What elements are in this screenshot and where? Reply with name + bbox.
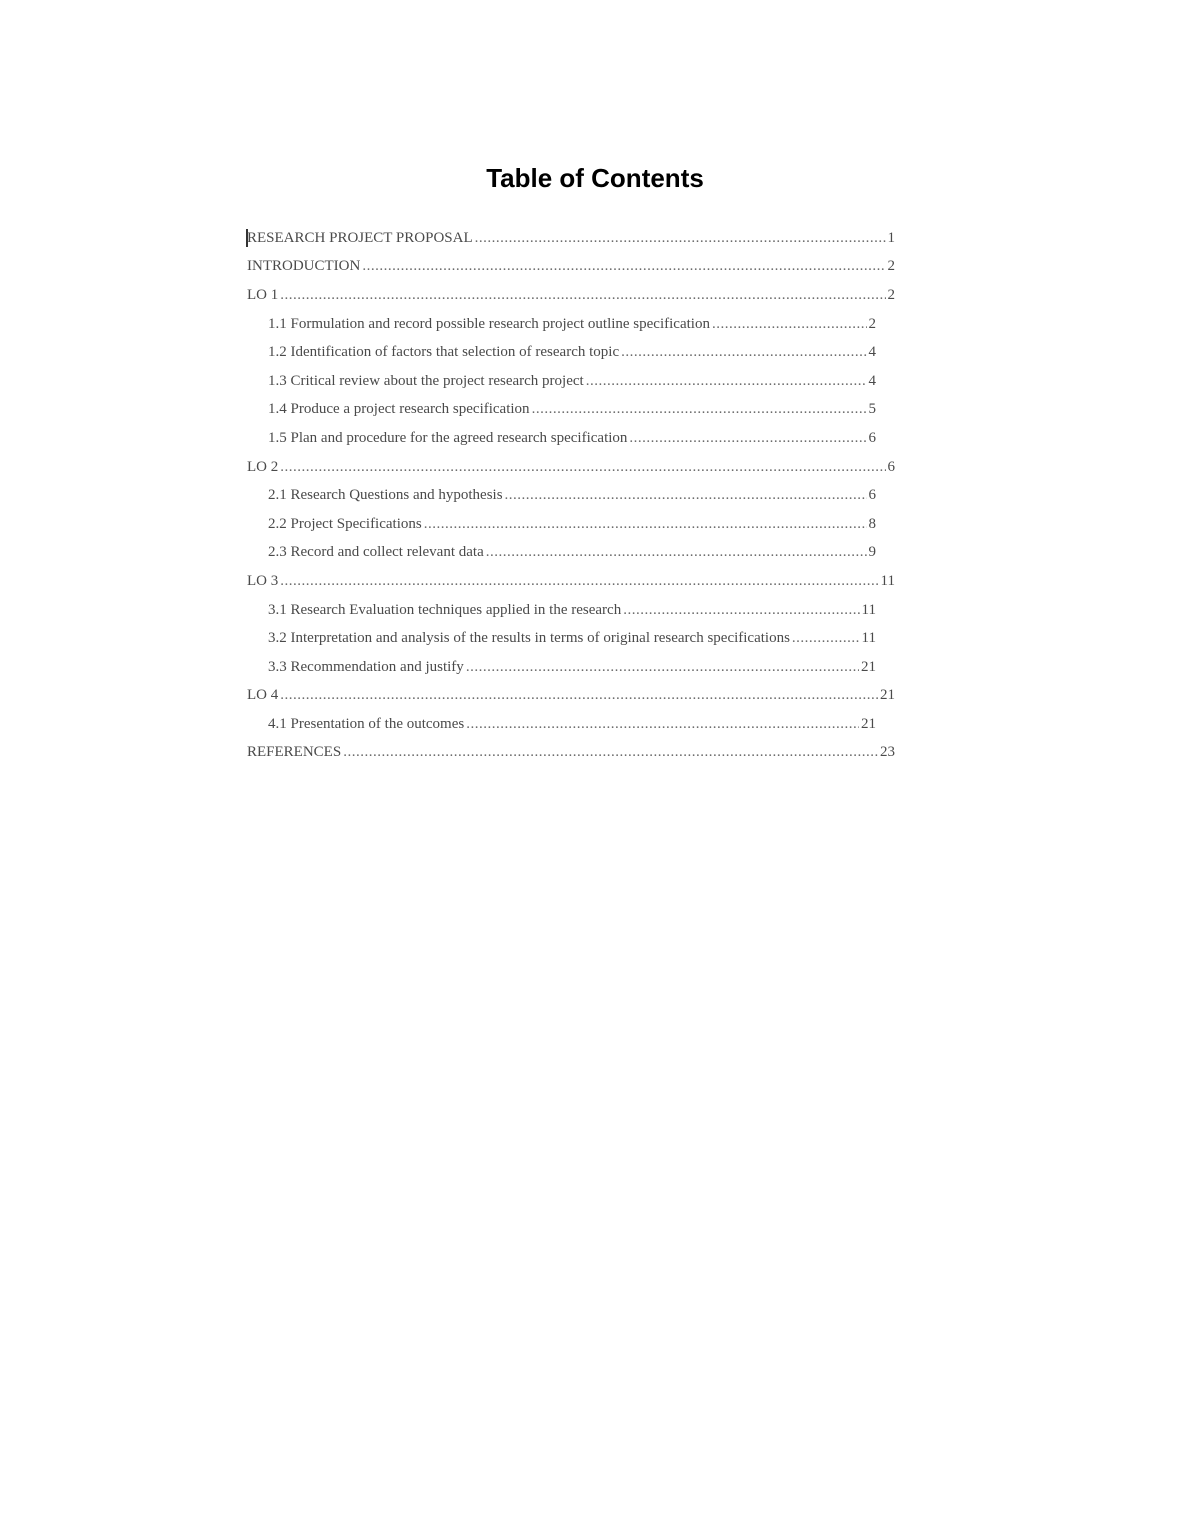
toc-entry-page-number: 6 <box>868 487 876 504</box>
toc-entry-label: 3.3 Recommendation and justify <box>268 658 464 675</box>
toc-dot-leader <box>586 373 867 390</box>
toc-entry[interactable] <box>247 338 876 367</box>
toc-entry[interactable] <box>247 510 876 539</box>
toc-dot-leader <box>505 487 867 504</box>
toc-dot-leader <box>280 287 885 304</box>
toc-dot-leader <box>475 230 886 247</box>
toc-entry-page-number: 6 <box>868 429 876 446</box>
toc-entry-label: 3.1 Research Evaluation techniques applied in the research <box>268 601 622 618</box>
toc-entry-label: 1.4 Produce a project research specification <box>268 401 530 418</box>
toc-dot-leader <box>280 687 878 704</box>
toc-entry[interactable] <box>247 424 876 453</box>
toc-entry-label: INTRODUCTION <box>247 258 361 275</box>
toc-dot-leader <box>629 430 866 447</box>
toc-entry[interactable] <box>247 453 895 482</box>
toc-dot-leader <box>466 659 859 676</box>
toc-entry[interactable] <box>247 367 876 396</box>
toc-entry-label: 3.2 Interpretation and analysis of the results in terms of original research specifications <box>268 630 790 647</box>
toc-entry-page-number: 4 <box>868 372 876 389</box>
toc-entry-label: 2.1 Research Questions and hypothesis <box>268 487 503 504</box>
toc-entry[interactable] <box>247 310 876 339</box>
toc-entry[interactable] <box>247 739 895 768</box>
toc-dot-leader <box>792 630 860 647</box>
toc-entry-page-number: 21 <box>880 687 895 704</box>
toc-entry-page-number: 11 <box>880 572 895 589</box>
toc-entry[interactable] <box>247 710 876 739</box>
toc-entry[interactable] <box>247 253 895 282</box>
toc-entry[interactable] <box>247 396 876 425</box>
toc-dot-leader <box>712 316 867 333</box>
toc-entry-page-number: 21 <box>861 658 876 675</box>
toc-entry-label: 2.2 Project Specifications <box>268 515 422 532</box>
toc-dot-leader <box>623 602 859 619</box>
toc-dot-leader <box>280 573 878 590</box>
toc-entry-label: 1.2 Identification of factors that selection of research topic <box>268 344 620 361</box>
toc-entry-label: 1.3 Critical review about the project research project <box>268 372 584 389</box>
toc-dot-leader <box>532 401 867 418</box>
toc-entry-label: RESEARCH PROJECT PROPOSAL <box>247 229 473 246</box>
toc-entry-label: LO 2 <box>247 458 279 475</box>
toc-dot-leader <box>343 744 878 761</box>
toc-entry-page-number: 4 <box>868 344 876 361</box>
toc-entry-label: 2.3 Record and collect relevant data <box>268 544 484 561</box>
toc-dot-leader <box>362 258 885 275</box>
toc-entry[interactable] <box>247 224 895 253</box>
toc-entry-page-number: 8 <box>868 515 876 532</box>
toc-entry-page-number: 11 <box>861 601 876 618</box>
toc-entry-page-number: 2 <box>887 286 895 303</box>
toc-entry-label: LO 3 <box>247 572 279 589</box>
toc-dot-leader <box>486 544 867 561</box>
toc-entry-page-number: 9 <box>868 544 876 561</box>
toc-entry-page-number: 5 <box>868 401 876 418</box>
toc-entry[interactable] <box>247 653 876 682</box>
toc-entry-page-number: 21 <box>861 715 876 732</box>
toc-entry-label: 1.1 Formulation and record possible research project outline specification <box>268 315 710 332</box>
toc-entry[interactable] <box>247 682 895 711</box>
toc-entry[interactable] <box>247 624 876 653</box>
toc-entry[interactable] <box>247 596 876 625</box>
toc-entry-page-number: 6 <box>887 458 895 475</box>
toc-entry[interactable] <box>247 567 895 596</box>
toc-entry[interactable] <box>247 281 895 310</box>
toc-dot-leader <box>424 516 867 533</box>
toc-entry-page-number: 11 <box>861 630 876 647</box>
toc-title: Table of Contents <box>486 163 704 193</box>
toc-entry[interactable] <box>247 481 876 510</box>
table-of-contents <box>247 224 895 767</box>
toc-dot-leader <box>280 459 885 476</box>
toc-dot-leader <box>466 716 859 733</box>
toc-entry-page-number: 23 <box>880 744 895 761</box>
toc-dot-leader <box>621 344 866 361</box>
toc-entry-label: LO 4 <box>247 687 279 704</box>
toc-entry-page-number: 1 <box>887 229 895 246</box>
toc-entry-label: LO 1 <box>247 286 279 303</box>
toc-entry[interactable] <box>247 539 876 568</box>
toc-entry-page-number: 2 <box>868 315 876 332</box>
toc-entry-label: 1.5 Plan and procedure for the agreed research specification <box>268 429 628 446</box>
toc-entry-page-number: 2 <box>887 258 895 275</box>
toc-entry-label: REFERENCES <box>247 744 342 761</box>
toc-entry-label: 4.1 Presentation of the outcomes <box>268 715 465 732</box>
